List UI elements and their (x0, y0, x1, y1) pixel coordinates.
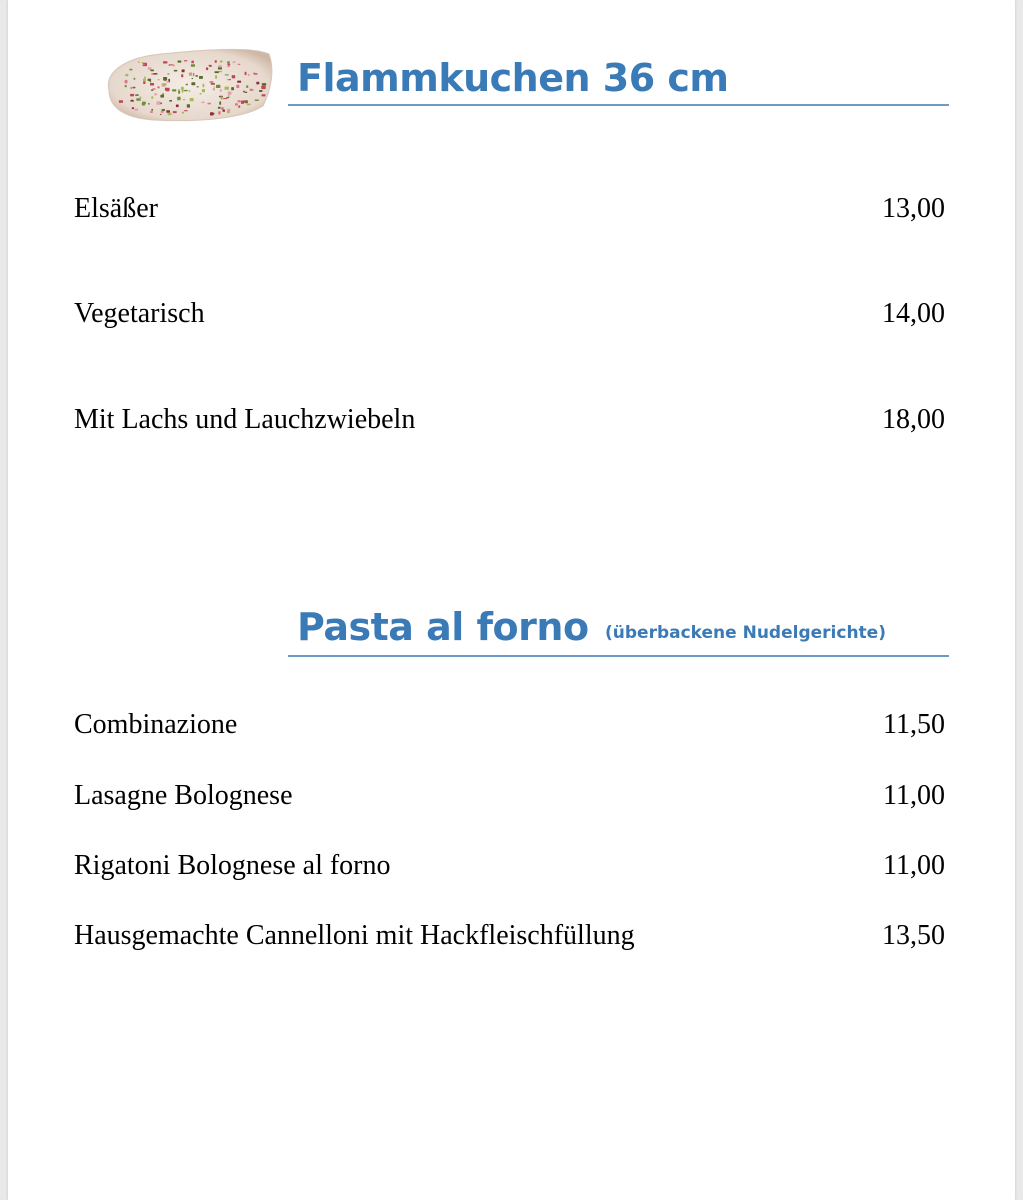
topping-mark (160, 114, 162, 115)
topping-mark (262, 94, 266, 96)
topping-mark (210, 112, 214, 115)
topping-mark (135, 109, 139, 111)
topping-mark (125, 74, 128, 76)
topping-mark (178, 61, 182, 63)
topping-mark (184, 110, 188, 111)
menu-item (74, 849, 945, 883)
topping-mark (160, 95, 164, 98)
topping-mark (255, 100, 259, 101)
topping-mark (125, 80, 128, 84)
topping-mark (256, 82, 259, 85)
topping-mark (218, 111, 220, 114)
topping-mark (136, 98, 140, 101)
topping-mark (144, 76, 146, 79)
topping-mark (218, 107, 221, 109)
topping-mark (213, 88, 215, 91)
topping-mark (223, 98, 227, 99)
topping-mark (183, 99, 186, 100)
menu-item-name: Mit Lachs und Lauchzwiebeln (74, 404, 416, 435)
topping-mark (130, 100, 134, 102)
topping-mark (226, 97, 229, 98)
topping-mark (215, 75, 217, 79)
section-subtitle: (überbackene Nudelgerichte) (605, 623, 886, 643)
topping-mark (143, 64, 145, 65)
topping-mark (241, 101, 244, 104)
topping-mark (190, 98, 194, 101)
menu-item (74, 779, 945, 813)
menu-item-price: 11,50 (883, 709, 945, 740)
topping-mark (238, 100, 241, 102)
topping-mark (235, 103, 238, 105)
topping-mark (119, 100, 123, 103)
topping-mark (200, 93, 202, 95)
menu-item (74, 297, 945, 331)
topping-mark (221, 107, 224, 110)
topping-mark (181, 74, 183, 77)
topping-mark (215, 71, 219, 73)
topping-mark (174, 70, 178, 72)
topping-mark (154, 73, 156, 74)
topping-mark (203, 84, 205, 88)
topping-mark (160, 103, 162, 104)
topping-mark (191, 64, 195, 67)
menu-item-name: Rigatoni Bolognese al forno (74, 850, 391, 881)
section-title-pasta: Pasta al forno (297, 605, 589, 649)
menu-item-name: Elsäßer (74, 193, 158, 224)
menu-item (74, 919, 945, 953)
topping-mark (151, 96, 153, 98)
topping-mark (177, 97, 180, 100)
topping-mark (152, 88, 155, 90)
topping-mark (172, 89, 176, 91)
topping-mark (218, 67, 222, 69)
topping-mark (220, 89, 222, 92)
menu-item-price: 11,00 (883, 780, 945, 811)
topping-mark (151, 109, 153, 111)
topping-mark (191, 82, 195, 85)
topping-mark (227, 61, 230, 63)
topping-mark (206, 67, 208, 70)
topping-mark (154, 93, 157, 95)
topping-mark (161, 111, 164, 112)
topping-mark (243, 91, 245, 92)
topping-mark (237, 81, 241, 83)
topping-mark (202, 89, 205, 92)
topping-mark (197, 86, 199, 87)
topping-mark (166, 110, 170, 113)
topping-mark (168, 113, 172, 116)
topping-mark (219, 101, 221, 104)
topping-mark (151, 73, 154, 75)
topping-mark (236, 85, 239, 88)
topping-mark (165, 88, 169, 91)
topping-mark (176, 105, 179, 108)
topping-mark (182, 90, 184, 93)
topping-mark (134, 78, 136, 80)
topping-mark (167, 81, 169, 83)
topping-mark (254, 73, 258, 74)
topping-mark (220, 61, 222, 63)
topping-mark (178, 89, 180, 90)
topping-mark (215, 60, 217, 63)
topping-mark (199, 76, 203, 79)
topping-mark (181, 87, 184, 90)
topping-mark (189, 73, 192, 76)
topping-mark (232, 75, 236, 78)
topping-mark (184, 60, 187, 61)
flammkuchen-image (101, 44, 273, 124)
menu-item-name: Vegetarisch (74, 298, 205, 329)
topping-mark (150, 83, 154, 86)
menu-item (74, 192, 945, 226)
section-title-flammkuchen: Flammkuchen 36 cm (297, 56, 729, 100)
menu-item (74, 708, 945, 742)
menu-item (74, 403, 945, 437)
topping-mark (169, 100, 172, 102)
topping-mark (143, 82, 145, 85)
topping-mark (216, 85, 220, 88)
topping-mark (148, 103, 150, 104)
topping-mark (248, 74, 250, 75)
topping-mark (125, 85, 127, 87)
topping-mark (142, 102, 146, 105)
topping-mark (178, 91, 180, 94)
topping-mark (228, 64, 231, 66)
topping-mark (157, 86, 160, 87)
topping-mark (262, 83, 266, 86)
topping-mark (130, 94, 134, 97)
topping-mark (150, 81, 152, 82)
topping-mark (162, 109, 165, 111)
topping-mark (142, 62, 144, 63)
topping-mark (162, 83, 166, 85)
topping-mark (229, 79, 231, 80)
topping-mark (169, 64, 171, 65)
topping-mark (133, 87, 136, 89)
menu-item-name: Combinazione (74, 709, 238, 740)
topping-mark (157, 79, 160, 80)
topping-mark (227, 65, 230, 67)
menu-page (8, 0, 1015, 1200)
topping-mark (246, 100, 248, 103)
section-divider (288, 104, 949, 106)
topping-mark (233, 61, 236, 63)
topping-mark (148, 79, 152, 81)
topping-mark (193, 73, 195, 76)
topping-mark (207, 103, 211, 105)
topping-mark (151, 90, 154, 91)
topping-mark (186, 84, 189, 85)
topping-mark (150, 70, 154, 72)
topping-mark (209, 65, 212, 67)
topping-mark (210, 81, 214, 82)
topping-mark (223, 110, 226, 112)
topping-mark (250, 89, 254, 91)
topping-mark (228, 92, 232, 95)
menu-item-price: 11,00 (883, 850, 945, 881)
topping-mark (189, 90, 191, 92)
topping-mark (247, 104, 251, 106)
topping-mark (182, 70, 185, 73)
topping-mark (238, 64, 241, 65)
topping-mark (182, 112, 184, 114)
topping-mark (184, 90, 188, 91)
topping-mark (140, 97, 142, 99)
topping-mark (131, 87, 133, 89)
topping-mark (173, 65, 175, 67)
topping-mark (228, 95, 230, 97)
topping-mark (132, 107, 134, 109)
topping-mark (195, 75, 198, 77)
topping-mark (170, 65, 173, 66)
topping-mark (192, 78, 194, 79)
topping-mark (173, 111, 177, 113)
topping-mark (167, 73, 169, 74)
menu-item-name: Hausgemachte Cannelloni mit Hackfleischfüllung (74, 920, 635, 951)
topping-mark (231, 87, 234, 90)
topping-mark (227, 79, 229, 81)
topping-mark (221, 96, 223, 99)
topping-mark (187, 104, 190, 107)
topping-mark (150, 111, 153, 113)
topping-mark (211, 83, 215, 84)
topping-mark (129, 69, 132, 71)
topping-mark (218, 65, 222, 67)
topping-mark (143, 79, 146, 82)
topping-mark (157, 101, 161, 104)
topping-mark (225, 87, 229, 90)
menu-item-price: 13,50 (882, 920, 945, 951)
topping-mark (225, 74, 229, 75)
topping-mark (238, 106, 240, 108)
topping-mark (246, 85, 248, 88)
menu-item-price: 13,00 (882, 193, 945, 224)
topping-mark (163, 61, 167, 63)
section-divider (288, 655, 949, 657)
topping-mark (135, 94, 139, 96)
topping-mark (245, 72, 247, 75)
topping-mark (261, 86, 265, 89)
topping-mark (214, 87, 216, 88)
topping-mark (201, 102, 204, 104)
topping-mark (138, 61, 140, 63)
topping-mark (191, 61, 194, 64)
menu-item-name: Lasagne Bolognese (74, 780, 293, 811)
topping-mark (227, 109, 231, 111)
menu-item-price: 18,00 (882, 404, 945, 435)
menu-item-price: 14,00 (882, 298, 945, 329)
topping-mark (163, 77, 167, 81)
topping-mark (259, 90, 263, 92)
topping-mark (148, 67, 152, 70)
